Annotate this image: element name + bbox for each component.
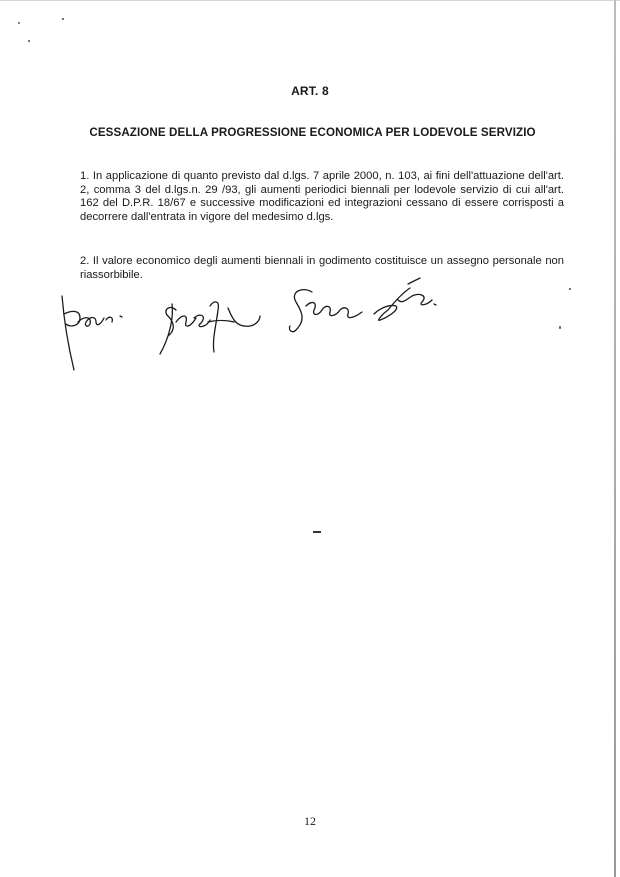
signature-1 [62,296,122,370]
signatures [50,270,450,380]
scan-speck [28,40,30,42]
paragraph-2: 2. Il valore economico degli aumenti biennali in godimento costituisce un assegno personale non riassorbibile. [80,255,564,281]
page-number: 12 [304,814,316,828]
scan-speck [559,326,561,329]
scan-speck [62,18,64,20]
scan-speck [18,22,20,24]
article-title: ART. 8 [291,84,329,98]
scan-edge-top [0,0,620,1]
article-heading: CESSAZIONE DELLA PROGRESSIONE ECONOMICA PER LODEVOLE SERVIZIO [89,126,536,139]
signature-4 [374,278,436,320]
scan-mark [313,531,321,533]
scan-speck [569,288,571,290]
signature-3 [289,290,362,332]
paragraph-1: 1. In applicazione di quanto previsto dal d.lgs. 7 aprile 2000, n. 103, ai fini dell'attuazione dell'art. 2, comma 3 del d.lgs.n. 29 /93, gli aumenti periodici biennali per lodevole servizio di cui all'art. 162 del D.P.R. 18/67 e successive modificazioni ed integrazioni cessano di essere corrisposti a decorrere dall'entrata in vigore del medesimo d.lgs. [80,170,564,223]
scan-edge-right [614,0,616,877]
signature-2 [160,302,260,354]
